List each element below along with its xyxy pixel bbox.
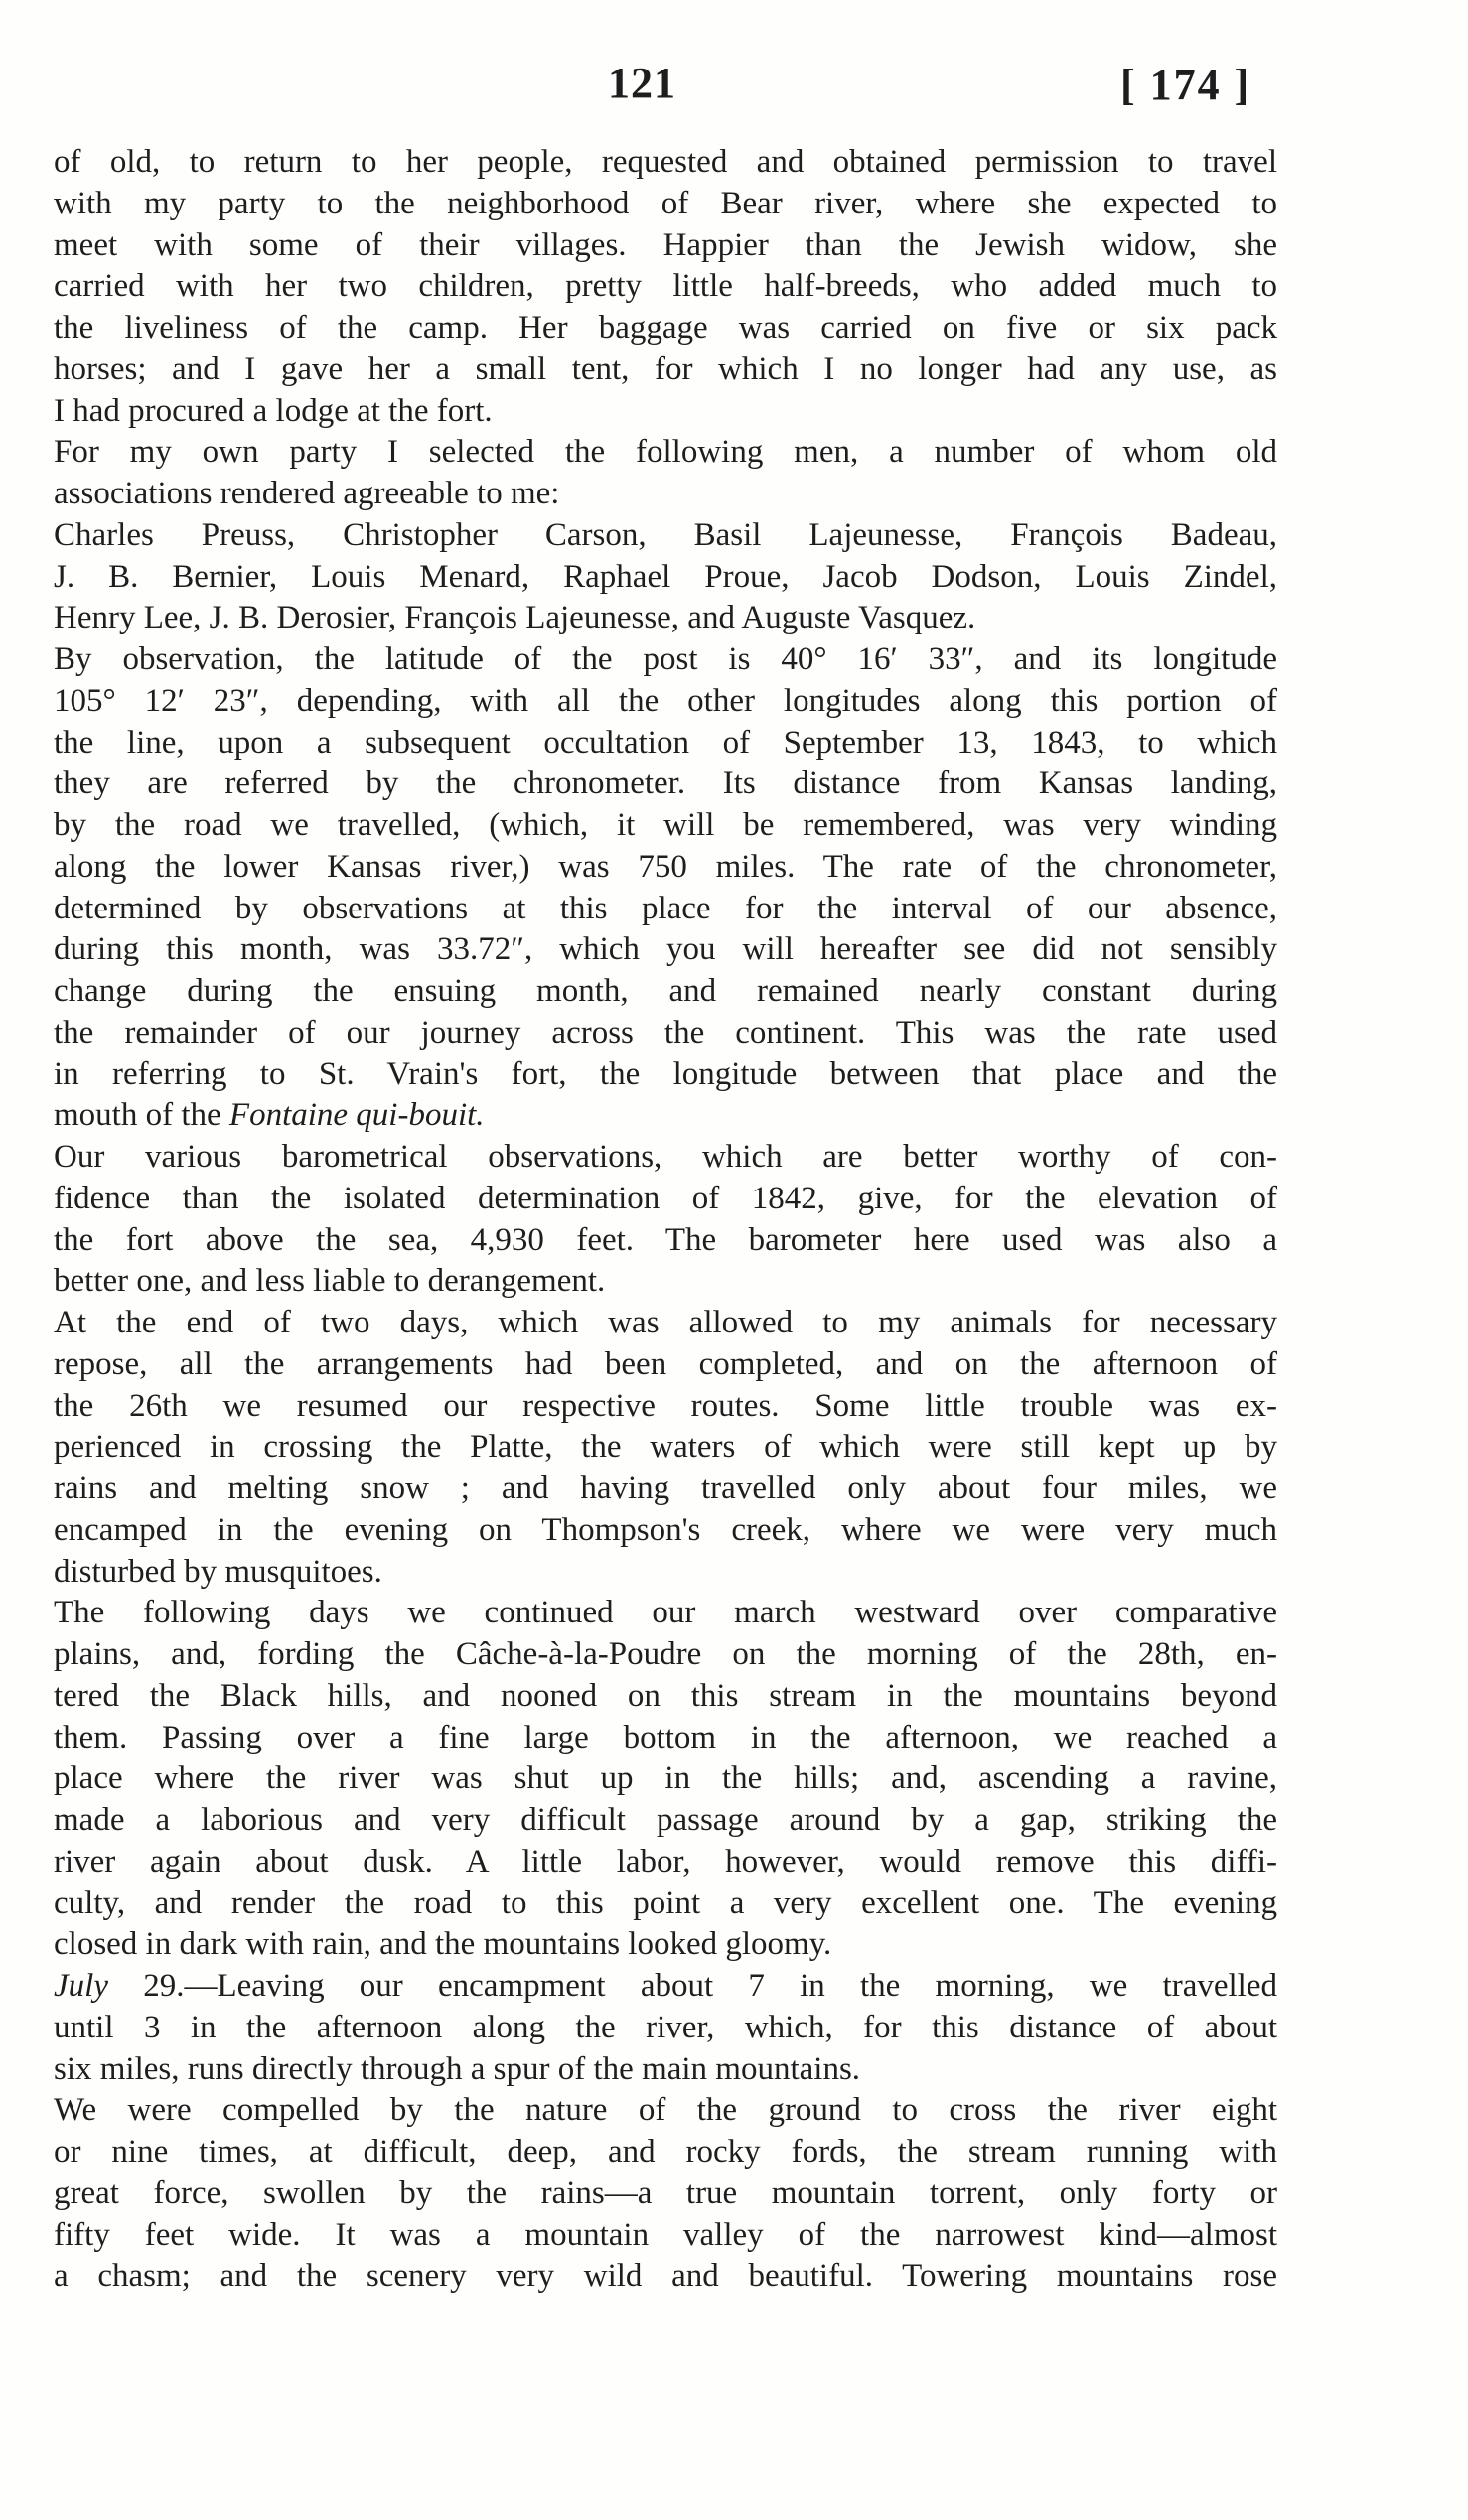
text-line: the liveliness of the camp. Her baggage was carried on five or six pack: [54, 310, 1277, 346]
text-line: Our various barometrical observations, which are better worthy of con-: [54, 1139, 1277, 1175]
text-line: made a laborious and very difficult passage around by a gap, striking the: [54, 1802, 1277, 1838]
text-line: carried with her two children, pretty little half-breeds, who added much to: [54, 268, 1277, 305]
text-line: change during the ensuing month, and remained nearly constant during: [54, 973, 1277, 1009]
text-line: associations rendered agreeable to me:: [54, 476, 560, 511]
text-line: encamped in the evening on Thompson's creek, where we were very much: [54, 1511, 1277, 1548]
text-line: J. B. Bernier, Louis Menard, Raphael Proue, Jacob Dodson, Louis Zindel,: [54, 558, 1277, 595]
text-line: For my own party I selected the following men, a number of whom old: [54, 434, 1277, 471]
text-line: We were compelled by the nature of the ground to cross the river eight: [54, 2092, 1277, 2129]
page-header: [0, 58, 1468, 127]
text-line: tered the Black hills, and nooned on this stream in the mountains beyond: [54, 1677, 1277, 1714]
text-line: or nine times, at difficult, deep, and rocky fords, the stream running with: [54, 2134, 1277, 2170]
text-line: river again about dusk. A little labor, however, would remove this diffi-: [54, 1843, 1277, 1880]
text-line: By observation, the latitude of the post is 40° 16′ 33″, and its longitude: [54, 641, 1277, 677]
text-line: meet with some of their villages. Happier than the Jewish widow, she: [54, 226, 1277, 263]
text-line: the fort above the sea, 4,930 feet. The barometer here used was also a: [54, 1221, 1277, 1258]
text-line: At the end of two days, which was allowed to my animals for necessary: [54, 1305, 1277, 1340]
text-line: disturbed by musquitoes.: [54, 1553, 382, 1590]
text-line: of old, to return to her people, requested and obtained permission to travel: [54, 144, 1277, 180]
text-line: Charles Preuss, Christopher Carson, Basil Lajeunesse, François Badeau,: [54, 516, 1277, 553]
text-line: fidence than the isolated determination of 1842, give, for the elevation of: [54, 1180, 1277, 1216]
text-line: rains and melting snow ; and having travelled only about four miles, we: [54, 1470, 1277, 1506]
document-number: [ 174 ]: [1120, 61, 1251, 109]
text-line: repose, all the arrangements had been completed, and on the afternoon of: [54, 1345, 1277, 1382]
text-line: Henry Lee, J. B. Derosier, François Lajeunesse, and Auguste Vasquez.: [54, 600, 976, 636]
text-line: a chasm; and the scenery very wild and beautiful. Towering mountains rose: [54, 2258, 1277, 2295]
text-line: plains, and, fording the Câche-à-la-Poudre on the morning of the 28th, en-: [54, 1636, 1277, 1672]
text-line: better one, and less liable to derangement.: [54, 1263, 606, 1300]
text-line: horses; and I gave her a small tent, for which I no longer had any use, as: [54, 350, 1277, 387]
text-line: I had procured a lodge at the fort.: [54, 392, 493, 429]
body-text: [54, 142, 1277, 2298]
text-line: [54, 1966, 1277, 2008]
text-line: determined by observations at this place for the interval of our absence,: [54, 890, 1277, 926]
text-line: closed in dark with rain, and the mountains looked gloomy.: [54, 1926, 832, 1963]
text-line: with my party to the neighborhood of Bear river, where she expected to: [54, 185, 1277, 221]
text-line: fifty feet wide. It was a mountain valley of the narrowest kind—almost: [54, 2216, 1277, 2253]
text-line-rest: 29.—Leaving our encampment about 7 in the morning, we travelled: [107, 1968, 1277, 2004]
text-line: perienced in crossing the Platte, the waters of which were still kept up by: [54, 1429, 1277, 1466]
text-line: place where the river was shut up in the hills; and, ascending a ravine,: [54, 1760, 1277, 1797]
text-line-start: mouth of the: [54, 1097, 229, 1134]
text-line: until 3 in the afternoon along the river, which, for this distance of about: [54, 2009, 1277, 2045]
text-line: the line, upon a subsequent occultation of September 13, 1843, to which: [54, 724, 1277, 761]
text-line: they are referred by the chronometer. Its distance from Kansas landing,: [54, 766, 1277, 802]
text-line: six miles, runs directly through a spur of the main mountains.: [54, 2050, 861, 2087]
text-line: in referring to St. Vrain's fort, the longitude between that place and the: [54, 1055, 1277, 1092]
text-line: [54, 1095, 1277, 1137]
text-line: them. Passing over a fine large bottom in the afternoon, we reached a: [54, 1719, 1277, 1755]
text-line: the 26th we resumed our respective routes. Some little trouble was ex-: [54, 1387, 1277, 1424]
text-line: 105° 12′ 23″, depending, with all the other longitudes along this portion of: [54, 682, 1277, 719]
text-line: The following days we continued our march westward over comparative: [54, 1595, 1277, 1631]
italic-date: July: [54, 1968, 108, 2004]
page-number: 121: [608, 59, 676, 107]
text-line: along the lower Kansas river,) was 750 miles. The rate of the chronometer,: [54, 848, 1277, 885]
text-line: the remainder of our journey across the continent. This was the rate used: [54, 1014, 1277, 1050]
text-line: during this month, was 33.72″, which you will hereafter see did not sensibly: [54, 931, 1277, 968]
italic-place-name: Fontaine qui-bouit.: [228, 1097, 485, 1134]
text-line: by the road we travelled, (which, it will be remembered, was very winding: [54, 807, 1277, 843]
text-line: culty, and render the road to this point a very excellent one. The evening: [54, 1885, 1277, 1921]
text-line: great force, swollen by the rains—a true mountain torrent, only forty or: [54, 2174, 1277, 2211]
